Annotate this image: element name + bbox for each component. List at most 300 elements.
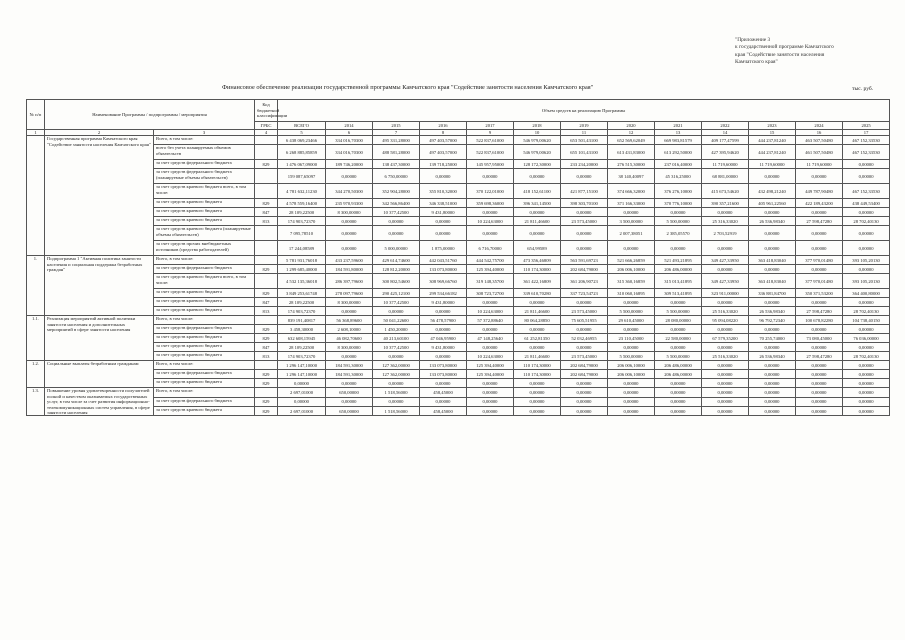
- amount-cell: 563 591,69723: [561, 256, 608, 265]
- amount-cell: 0,00000: [702, 388, 749, 397]
- grbs-code: [255, 226, 278, 241]
- amount-cell: 350 371,53200: [796, 289, 843, 298]
- amount-cell: 0,00000: [796, 226, 843, 241]
- amount-cell: 125 394,40000: [467, 361, 514, 370]
- amount-cell: 127 362,00000: [373, 370, 420, 379]
- amount-cell: 23 573,45000: [561, 307, 608, 316]
- grbs-code: 829: [255, 265, 278, 274]
- table-row: [27, 334, 890, 343]
- amount-cell: 315 360,16859: [608, 274, 655, 289]
- col-header-grbs: ГРБС: [255, 122, 278, 130]
- table-row: [27, 361, 890, 370]
- amount-cell: 206 006,10000: [608, 361, 655, 370]
- amount-cell: 376 276,10000: [655, 184, 702, 199]
- amount-cell: 370 776,10000: [655, 199, 702, 208]
- amount-cell: 0,00000: [608, 241, 655, 256]
- amount-cell: 5 500,00000: [608, 307, 655, 316]
- amount-cell: 0,00000: [702, 397, 749, 406]
- amount-cell: 319 148,35700: [467, 274, 514, 289]
- amount-cell: 0,00000: [514, 298, 561, 307]
- amount-cell: 463 507,50480: [796, 136, 843, 145]
- amount-cell: 1 450,20000: [373, 325, 420, 334]
- amount-cell: 359 698,36000: [467, 199, 514, 208]
- amount-cell: 174 903,72370: [278, 307, 326, 316]
- amount-cell: 0,00000: [843, 208, 890, 217]
- amount-cell: 25 516,33020: [702, 352, 749, 361]
- funding-source: Всего, в том числе:: [154, 388, 255, 397]
- column-number: 14: [702, 130, 749, 136]
- amount-cell: 95 094,08220: [702, 316, 749, 325]
- amount-cell: 0,00000: [514, 388, 561, 397]
- amount-cell: 0,00000: [843, 226, 890, 241]
- amount-cell: 390 357,21600: [702, 199, 749, 208]
- funding-source: за счет средств краевого бюджета: [154, 379, 255, 388]
- amount-cell: 429 614,74600: [373, 256, 420, 265]
- row-number: 1.3.: [27, 388, 45, 416]
- amount-cell: 0,00000: [796, 407, 843, 416]
- funding-source: за счет средств краевого бюджета (планируемые объемы обязательств): [154, 226, 255, 241]
- amount-cell: 5 500,00000: [655, 217, 702, 226]
- amount-cell: 0,00000: [702, 265, 749, 274]
- table-row: [27, 145, 890, 160]
- amount-cell: 418 152,61100: [514, 184, 561, 199]
- amount-cell: 8 300,00000: [326, 343, 373, 352]
- amount-cell: 0,00000: [420, 352, 467, 361]
- col-header-year: 2014: [326, 122, 373, 130]
- amount-cell: 0,00000: [796, 241, 843, 256]
- amount-cell: 0,00000: [514, 379, 561, 388]
- amount-cell: 286 397,79600: [326, 274, 373, 289]
- amount-cell: 0,00000: [749, 325, 796, 334]
- amount-cell: 28 109,22500: [278, 343, 326, 352]
- amount-cell: 467 152,33530: [843, 136, 890, 145]
- amount-cell: 75 605,51955: [561, 316, 608, 325]
- amount-cell: 139 718,25000: [420, 160, 467, 169]
- amount-cell: 10 224,63000: [467, 352, 514, 361]
- program-name: Государственная программа Камчатского края "Содействие занятости населения Камчатского края": [45, 136, 154, 256]
- amount-cell: 342 566,86400: [373, 199, 420, 208]
- amount-cell: 0,00000: [561, 325, 608, 334]
- amount-cell: 4 781 632,11230: [278, 184, 326, 199]
- amount-cell: 613 431,83000: [608, 145, 655, 160]
- amount-cell: 290 425,12100: [373, 289, 420, 298]
- grbs-code: [255, 145, 278, 160]
- amount-cell: 3 500,00000: [608, 217, 655, 226]
- amount-cell: 0,00000: [373, 379, 420, 388]
- amount-cell: 76 036,00000: [843, 334, 890, 343]
- funding-source: за счет средств краевого бюджета всего, в том числе:: [154, 184, 255, 199]
- amount-cell: 0,00000: [749, 169, 796, 184]
- amount-cell: 336 881,84700: [749, 289, 796, 298]
- table-row: [27, 407, 890, 416]
- amount-cell: 650,00000: [326, 388, 373, 397]
- amount-cell: 308 969,66760: [420, 274, 467, 289]
- col-header-year: 2024: [796, 122, 843, 130]
- amount-cell: 495 331,28000: [373, 136, 420, 145]
- amount-cell: 433 237,59600: [326, 256, 373, 265]
- funding-source: за счет средств федерального бюджета (планируемые объемы обязательств): [154, 169, 255, 184]
- amount-cell: 0,00000: [467, 169, 514, 184]
- amount-cell: 449 787,90480: [796, 184, 843, 199]
- amount-cell: 21 811,46600: [514, 307, 561, 316]
- amount-cell: 409 177,47599: [702, 136, 749, 145]
- amount-cell: 0,00000: [326, 217, 373, 226]
- amount-cell: 0,00000: [561, 169, 608, 184]
- grbs-code: 829: [255, 325, 278, 334]
- amount-cell: 0,00000: [278, 397, 326, 406]
- amount-cell: 654,99589: [514, 241, 561, 256]
- amount-cell: 10 224,63000: [467, 307, 514, 316]
- amount-cell: 0,00000: [608, 325, 655, 334]
- grbs-code: [255, 241, 278, 256]
- amount-cell: 21 811,46600: [514, 217, 561, 226]
- amount-cell: 522 837,61000: [467, 145, 514, 160]
- amount-cell: 0,00000: [702, 407, 749, 416]
- amount-cell: 0,00000: [467, 343, 514, 352]
- funding-source: за счет средств краевого бюджета: [154, 343, 255, 352]
- table-row: [27, 217, 890, 226]
- amount-cell: 546 979,00620: [514, 145, 561, 160]
- amount-cell: 8 300,00000: [326, 298, 373, 307]
- amount-cell: 323 911,00000: [702, 289, 749, 298]
- amount-cell: 202 684,79000: [561, 265, 608, 274]
- col-header-year: 2015: [373, 122, 420, 130]
- grbs-code: 829: [255, 407, 278, 416]
- funding-source: за счет средств краевого бюджета: [154, 407, 255, 416]
- amount-cell: 0,00000: [702, 241, 749, 256]
- amount-cell: 233 234,20000: [561, 160, 608, 169]
- amount-cell: 45 316,25000: [655, 169, 702, 184]
- amount-cell: 0,00000: [796, 361, 843, 370]
- program-name: Социальные выплаты безработным гражданам: [45, 361, 154, 388]
- amount-cell: 6 268 885,85859: [278, 145, 326, 160]
- amount-cell: 0,00000: [561, 379, 608, 388]
- amount-cell: 361 422,16809: [514, 274, 561, 289]
- grbs-code: [255, 256, 278, 265]
- grbs-code: 829: [255, 379, 278, 388]
- amount-cell: 393 105,20130: [843, 256, 890, 265]
- amount-cell: 96 792,72340: [749, 316, 796, 325]
- amount-cell: 349 427,33950: [702, 256, 749, 265]
- appendix-line: к государственной программе Камчатского: [735, 44, 834, 51]
- amount-cell: 0,00000: [608, 407, 655, 416]
- amount-cell: 0,00000: [326, 226, 373, 241]
- amount-cell: 46 082,70600: [326, 334, 373, 343]
- amount-cell: 438 449,53400: [843, 199, 890, 208]
- amount-cell: 371 166,33000: [608, 199, 655, 208]
- amount-cell: 0,00000: [420, 169, 467, 184]
- amount-cell: 652 569,62049: [608, 136, 655, 145]
- amount-cell: 315 013,41895: [655, 274, 702, 289]
- amount-cell: 174 903,72370: [278, 217, 326, 226]
- column-number: 13: [655, 130, 702, 136]
- appendix-line: Камчатского края": [735, 59, 778, 66]
- funding-source: за счет средств краевого бюджета всего, в том числе:: [154, 274, 255, 289]
- amount-cell: 17 244,08589: [278, 241, 326, 256]
- amount-cell: 0,00000: [326, 379, 373, 388]
- col-header-name: Наименование Программы / подпрограммы / мероприятия: [45, 100, 255, 130]
- col-header-year: 2023: [749, 122, 796, 130]
- amount-cell: 189 746,20000: [326, 160, 373, 169]
- amount-cell: 0,00000: [702, 343, 749, 352]
- amount-cell: 202 684,79000: [561, 361, 608, 370]
- amount-cell: 0,00000: [749, 388, 796, 397]
- grbs-code: 847: [255, 343, 278, 352]
- amount-cell: 0,00000: [420, 217, 467, 226]
- amount-cell: 38 140,40097: [608, 169, 655, 184]
- amount-cell: 0,00000: [796, 397, 843, 406]
- amount-cell: 346 338,51000: [420, 199, 467, 208]
- amount-cell: 0,00000: [514, 226, 561, 241]
- grbs-code: 829: [255, 397, 278, 406]
- amount-cell: 47 148,25640: [467, 334, 514, 343]
- col-header-year: 2025: [843, 122, 890, 130]
- units-label: тыс. руб.: [852, 86, 874, 92]
- amount-cell: 0,00000: [467, 208, 514, 217]
- amount-cell: 0,00000: [749, 241, 796, 256]
- col-header-year: 2021: [655, 122, 702, 130]
- amount-cell: 110 174,30000: [514, 265, 561, 274]
- amount-cell: 125 394,40000: [467, 265, 514, 274]
- amount-cell: 458,45000: [420, 388, 467, 397]
- amount-cell: 5 500,00000: [608, 352, 655, 361]
- amount-cell: 3 849 253,61748: [278, 289, 326, 298]
- amount-cell: 206 006,10000: [608, 370, 655, 379]
- amount-cell: 278 097,79600: [326, 289, 373, 298]
- amount-cell: 653 501,43100: [561, 136, 608, 145]
- program-name: Реализация мероприятий активной политики занятости населения и дополнительных мероприятий в сфере занятости населения: [45, 316, 154, 361]
- amount-cell: 0,00000: [420, 325, 467, 334]
- amount-cell: 0,00000: [608, 379, 655, 388]
- amount-cell: 0,00000: [467, 388, 514, 397]
- amount-cell: 133 073,80000: [420, 370, 467, 379]
- funding-source: за счет средств краевого бюджета: [154, 217, 255, 226]
- funding-source: за счет средств прочих внебюджетных источников (средства работодателей): [154, 241, 255, 256]
- amount-cell: 364 400,80000: [843, 289, 890, 298]
- amount-cell: 67 579,35200: [702, 334, 749, 343]
- amount-cell: 237 016,40000: [655, 160, 702, 169]
- amount-cell: 10 224,63000: [467, 217, 514, 226]
- amount-cell: 497 403,57000: [420, 145, 467, 160]
- amount-cell: 377 970,01480: [796, 256, 843, 265]
- amount-cell: 0,00000: [514, 208, 561, 217]
- amount-cell: 0,00000: [796, 298, 843, 307]
- amount-cell: 0,00000: [749, 265, 796, 274]
- amount-cell: 0,00000: [796, 343, 843, 352]
- amount-cell: 467 152,33530: [843, 145, 890, 160]
- amount-cell: 0,00000: [373, 397, 420, 406]
- row-number: 1.2.: [27, 361, 45, 388]
- amount-cell: 0,00000: [749, 370, 796, 379]
- amount-cell: 352 904,28000: [373, 184, 420, 199]
- amount-cell: 0,00000: [843, 298, 890, 307]
- amount-cell: 349 427,33950: [702, 274, 749, 289]
- amount-cell: 26 536,98340: [749, 307, 796, 316]
- amount-cell: 299 534,66182: [420, 289, 467, 298]
- amount-cell: 184 591,30000: [326, 370, 373, 379]
- amount-cell: 2 697,01000: [278, 388, 326, 397]
- amount-cell: 0,00000: [843, 343, 890, 352]
- amount-cell: 6 750,00000: [373, 169, 420, 184]
- amount-cell: 497 403,57000: [420, 136, 467, 145]
- column-number: 10: [514, 130, 561, 136]
- amount-cell: 334 016,70300: [326, 145, 373, 160]
- amount-cell: 300 802,54600: [373, 274, 420, 289]
- col-header-num: № п/п: [27, 100, 45, 130]
- appendix-line: "Приложение 3: [735, 37, 771, 43]
- amount-cell: 27 598,47280: [796, 352, 843, 361]
- row-number: 1.: [27, 256, 45, 316]
- amount-cell: 0,00000: [796, 208, 843, 217]
- col-header-year: 2018: [514, 122, 561, 130]
- amount-cell: 133 073,80000: [420, 265, 467, 274]
- table-row: [27, 307, 890, 316]
- amount-cell: 396 341,14500: [514, 199, 561, 208]
- amount-cell: 432 498,21240: [749, 184, 796, 199]
- amount-cell: 0,00000: [843, 241, 890, 256]
- table-row: [27, 298, 890, 307]
- table-row: [27, 397, 890, 406]
- amount-cell: 7 095,78510: [278, 226, 326, 241]
- funding-source: Всего, в том числе:: [154, 256, 255, 265]
- amount-cell: 138 437,30000: [373, 160, 420, 169]
- amount-cell: 442 043,51760: [420, 256, 467, 265]
- amount-cell: 128 812,20000: [373, 265, 420, 274]
- amount-cell: 0,00000: [420, 307, 467, 316]
- amount-cell: 0,00000: [843, 265, 890, 274]
- amount-cell: 309 513,41895: [655, 289, 702, 298]
- amount-cell: 25 316,33020: [702, 217, 749, 226]
- amount-cell: 1 296 147,10000: [278, 361, 326, 370]
- amount-cell: 0,00000: [467, 226, 514, 241]
- amount-cell: 206 486,00000: [655, 265, 702, 274]
- amount-cell: 1 476 067,09000: [278, 160, 326, 169]
- grbs-code: 829: [255, 289, 278, 298]
- amount-cell: 10 377,42500: [373, 298, 420, 307]
- amount-cell: 25 516,33020: [702, 307, 749, 316]
- amount-cell: 0,00000: [843, 370, 890, 379]
- amount-cell: 206 006,10000: [608, 265, 655, 274]
- amount-cell: 47 046,95900: [420, 334, 467, 343]
- amount-cell: 28 702,40130: [843, 217, 890, 226]
- amount-cell: 613 292,50000: [655, 145, 702, 160]
- amount-cell: 0,00000: [420, 226, 467, 241]
- amount-cell: 0,00000: [655, 397, 702, 406]
- amount-cell: 5 500,00000: [655, 307, 702, 316]
- amount-cell: 6 716,70000: [467, 241, 514, 256]
- amount-cell: 128 172,30000: [514, 160, 561, 169]
- amount-cell: 0,00000: [420, 397, 467, 406]
- amount-cell: 28 702,40130: [843, 352, 890, 361]
- funding-source: за счет средств федерального бюджета: [154, 325, 255, 334]
- amount-cell: 0,00000: [514, 169, 561, 184]
- grbs-code: [255, 388, 278, 397]
- amount-cell: 0,00000: [561, 241, 608, 256]
- amount-cell: 0,00000: [749, 379, 796, 388]
- amount-cell: 26 536,98340: [749, 352, 796, 361]
- grbs-code: [255, 169, 278, 184]
- table-row: [27, 388, 890, 397]
- amount-cell: 0,00000: [749, 407, 796, 416]
- col-header-year: 2017: [467, 122, 514, 130]
- table-row: [27, 256, 890, 265]
- amount-cell: 6 438 069,23466: [278, 136, 326, 145]
- table-row: [27, 136, 890, 145]
- column-number: 16: [796, 130, 843, 136]
- amount-cell: 2 007,38051: [608, 226, 655, 241]
- funding-source: за счет средств краевого бюджета: [154, 289, 255, 298]
- amount-cell: 308 723,72700: [467, 289, 514, 298]
- amount-cell: 22 580,00000: [655, 334, 702, 343]
- amount-cell: 0,00000: [326, 241, 373, 256]
- amount-cell: 28 109,22500: [278, 208, 326, 217]
- amount-cell: 0,00000: [796, 388, 843, 397]
- amount-cell: 0,00000: [702, 379, 749, 388]
- amount-cell: 444 542,75700: [467, 256, 514, 265]
- funding-source: за счет средств краевого бюджета: [154, 334, 255, 343]
- column-number: 5: [278, 130, 326, 136]
- funding-source: за счет средств федерального бюджета: [154, 160, 255, 169]
- amount-cell: 0,00000: [655, 325, 702, 334]
- table-row: [27, 184, 890, 199]
- amount-cell: 133 073,80000: [420, 361, 467, 370]
- amount-cell: 0,00000: [326, 169, 373, 184]
- table-row: [27, 265, 890, 274]
- table-row: [27, 379, 890, 388]
- amount-cell: 159 087,65097: [278, 169, 326, 184]
- amount-cell: 125 394,40000: [467, 370, 514, 379]
- grbs-code: 813: [255, 307, 278, 316]
- amount-cell: 0,00000: [514, 407, 561, 416]
- grbs-code: 847: [255, 298, 278, 307]
- amount-cell: 8 300,00000: [326, 208, 373, 217]
- amount-cell: 370 122,01000: [467, 184, 514, 199]
- amount-cell: 0,00000: [514, 343, 561, 352]
- amount-cell: 1 299 685,40000: [278, 265, 326, 274]
- grbs-code: [255, 274, 278, 289]
- amount-cell: 11 719,60000: [796, 160, 843, 169]
- amount-cell: 174 903,72370: [278, 352, 326, 361]
- amount-cell: 310 060,16895: [608, 289, 655, 298]
- table-row: [27, 370, 890, 379]
- amount-cell: 521 666,26859: [608, 256, 655, 265]
- amount-cell: 4 578 559,16400: [278, 199, 326, 208]
- grbs-code: 829: [255, 199, 278, 208]
- amount-cell: 28 109,22500: [278, 298, 326, 307]
- amount-cell: 23 110,45000: [608, 334, 655, 343]
- amount-cell: 9 431,80000: [420, 343, 467, 352]
- amount-cell: 0,00000: [843, 325, 890, 334]
- amount-cell: 421 877,15100: [561, 184, 608, 199]
- funding-source: за счет средств краевого бюджета: [154, 298, 255, 307]
- amount-cell: 206 486,00000: [655, 370, 702, 379]
- amount-cell: 0,00000: [467, 325, 514, 334]
- amount-cell: 70 255,74000: [749, 334, 796, 343]
- col-header-year: ВСЕГО: [278, 122, 326, 130]
- amount-cell: 28 080,00000: [655, 316, 702, 325]
- amount-cell: 0,00000: [326, 307, 373, 316]
- column-number: 15: [749, 130, 796, 136]
- amount-cell: 1 875,00000: [420, 241, 467, 256]
- amount-cell: 61 252,81350: [514, 334, 561, 343]
- column-number: 2: [45, 130, 154, 136]
- table-row: [27, 316, 890, 325]
- funding-source: за счет средств краевого бюджета: [154, 352, 255, 361]
- funding-table: [26, 99, 890, 416]
- amount-cell: 2 608,10000: [326, 325, 373, 334]
- amount-cell: 0,00000: [608, 208, 655, 217]
- amount-cell: 0,00000: [843, 361, 890, 370]
